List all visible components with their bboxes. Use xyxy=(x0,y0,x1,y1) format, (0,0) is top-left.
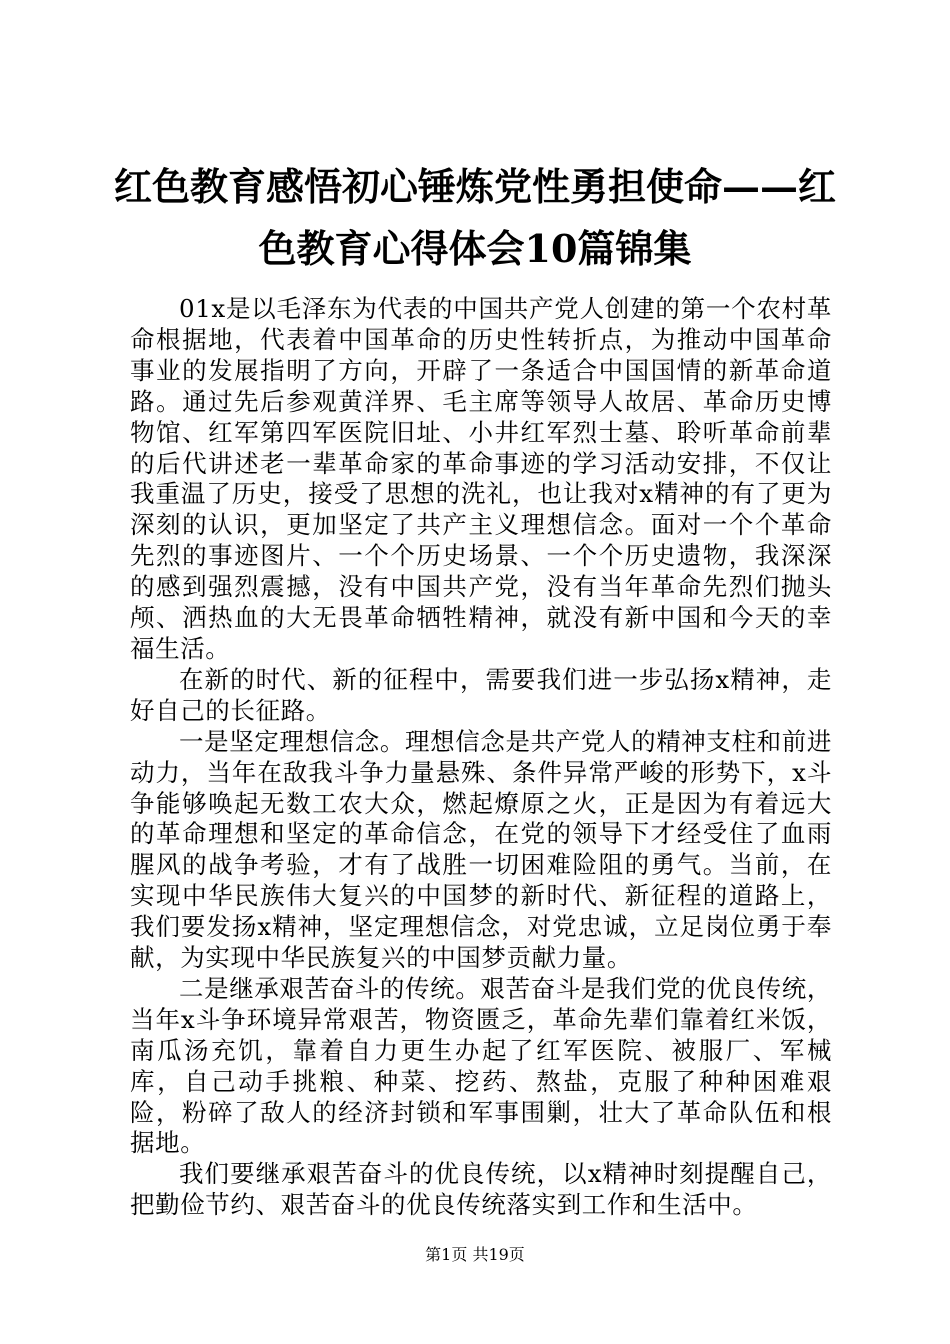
paragraph: 我们要继承艰苦奋斗的优良传统，以x精神时刻提醒自己，把勤俭节约、艰苦奋斗的优良传统落实到工作和生活中。 xyxy=(130,1159,832,1220)
document-body xyxy=(130,294,832,1221)
paragraph: 二是继承艰苦奋斗的传统。艰苦奋斗是我们党的优良传统，当年x斗争环境异常艰苦，物资匮乏，革命先辈们靠着红米饭，南瓜汤充饥，靠着自力更生办起了红军医院、被服厂、军械库，自己动手挑粮、种菜、挖药、熬盐，克服了种种困难艰险，粉碎了敌人的经济封锁和军事围剿，壮大了革命队伍和根据地。 xyxy=(130,973,832,1158)
page-footer: 第1页 共19页 xyxy=(425,1245,525,1264)
document-title: 红色教育感悟初心锤炼党性勇担使命——红色教育心得体会10篇锦集 xyxy=(113,164,836,271)
paragraph: 一是坚定理想信念。理想信念是共产党人的精神支柱和前进动力，当年在敌我斗争力量悬殊、条件异常严峻的形势下，x斗争能够唤起无数工农大众，燃起燎原之火，正是因为有着远大的革命理想和坚定的革命信念，在党的领导下才经受住了血雨腥风的战争考验，才有了战胜一切困难险阻的勇气。当前，在实现中华民族伟大复兴的中国梦的新时代、新征程的道路上，我们要发扬x精神，坚定理想信念，对党忠诚，立足岗位勇于奉献，为实现中华民族复兴的中国梦贡献力量。 xyxy=(130,726,832,973)
paragraph: 在新的时代、新的征程中，需要我们进一步弘扬x精神，走好自己的长征路。 xyxy=(130,664,832,725)
paragraph: 01x是以毛泽东为代表的中国共产党人创建的第一个农村革命根据地，代表着中国革命的历史性转折点，为推动中国革命事业的发展指明了方向，开辟了一条适合中国国情的新革命道路。通过先后参观黄洋界、毛主席等领导人故居、革命历史博物馆、红军第四军医院旧址、小井红军烈士墓、聆听革命前辈的后代讲述老一辈革命家的革命事迹的学习活动安排，不仅让我重温了历史，接受了思想的洗礼，也让我对x精神的有了更为深刻的认识，更加坚定了共产主义理想信念。面对一个个革命先烈的事迹图片、一个个历史场景、一个个历史遗物，我深深的感到强烈震撼，没有中国共产党，没有当年革命先烈们抛头颅、洒热血的大无畏革命牺牲精神，就没有新中国和今天的幸福生活。 xyxy=(130,294,832,663)
